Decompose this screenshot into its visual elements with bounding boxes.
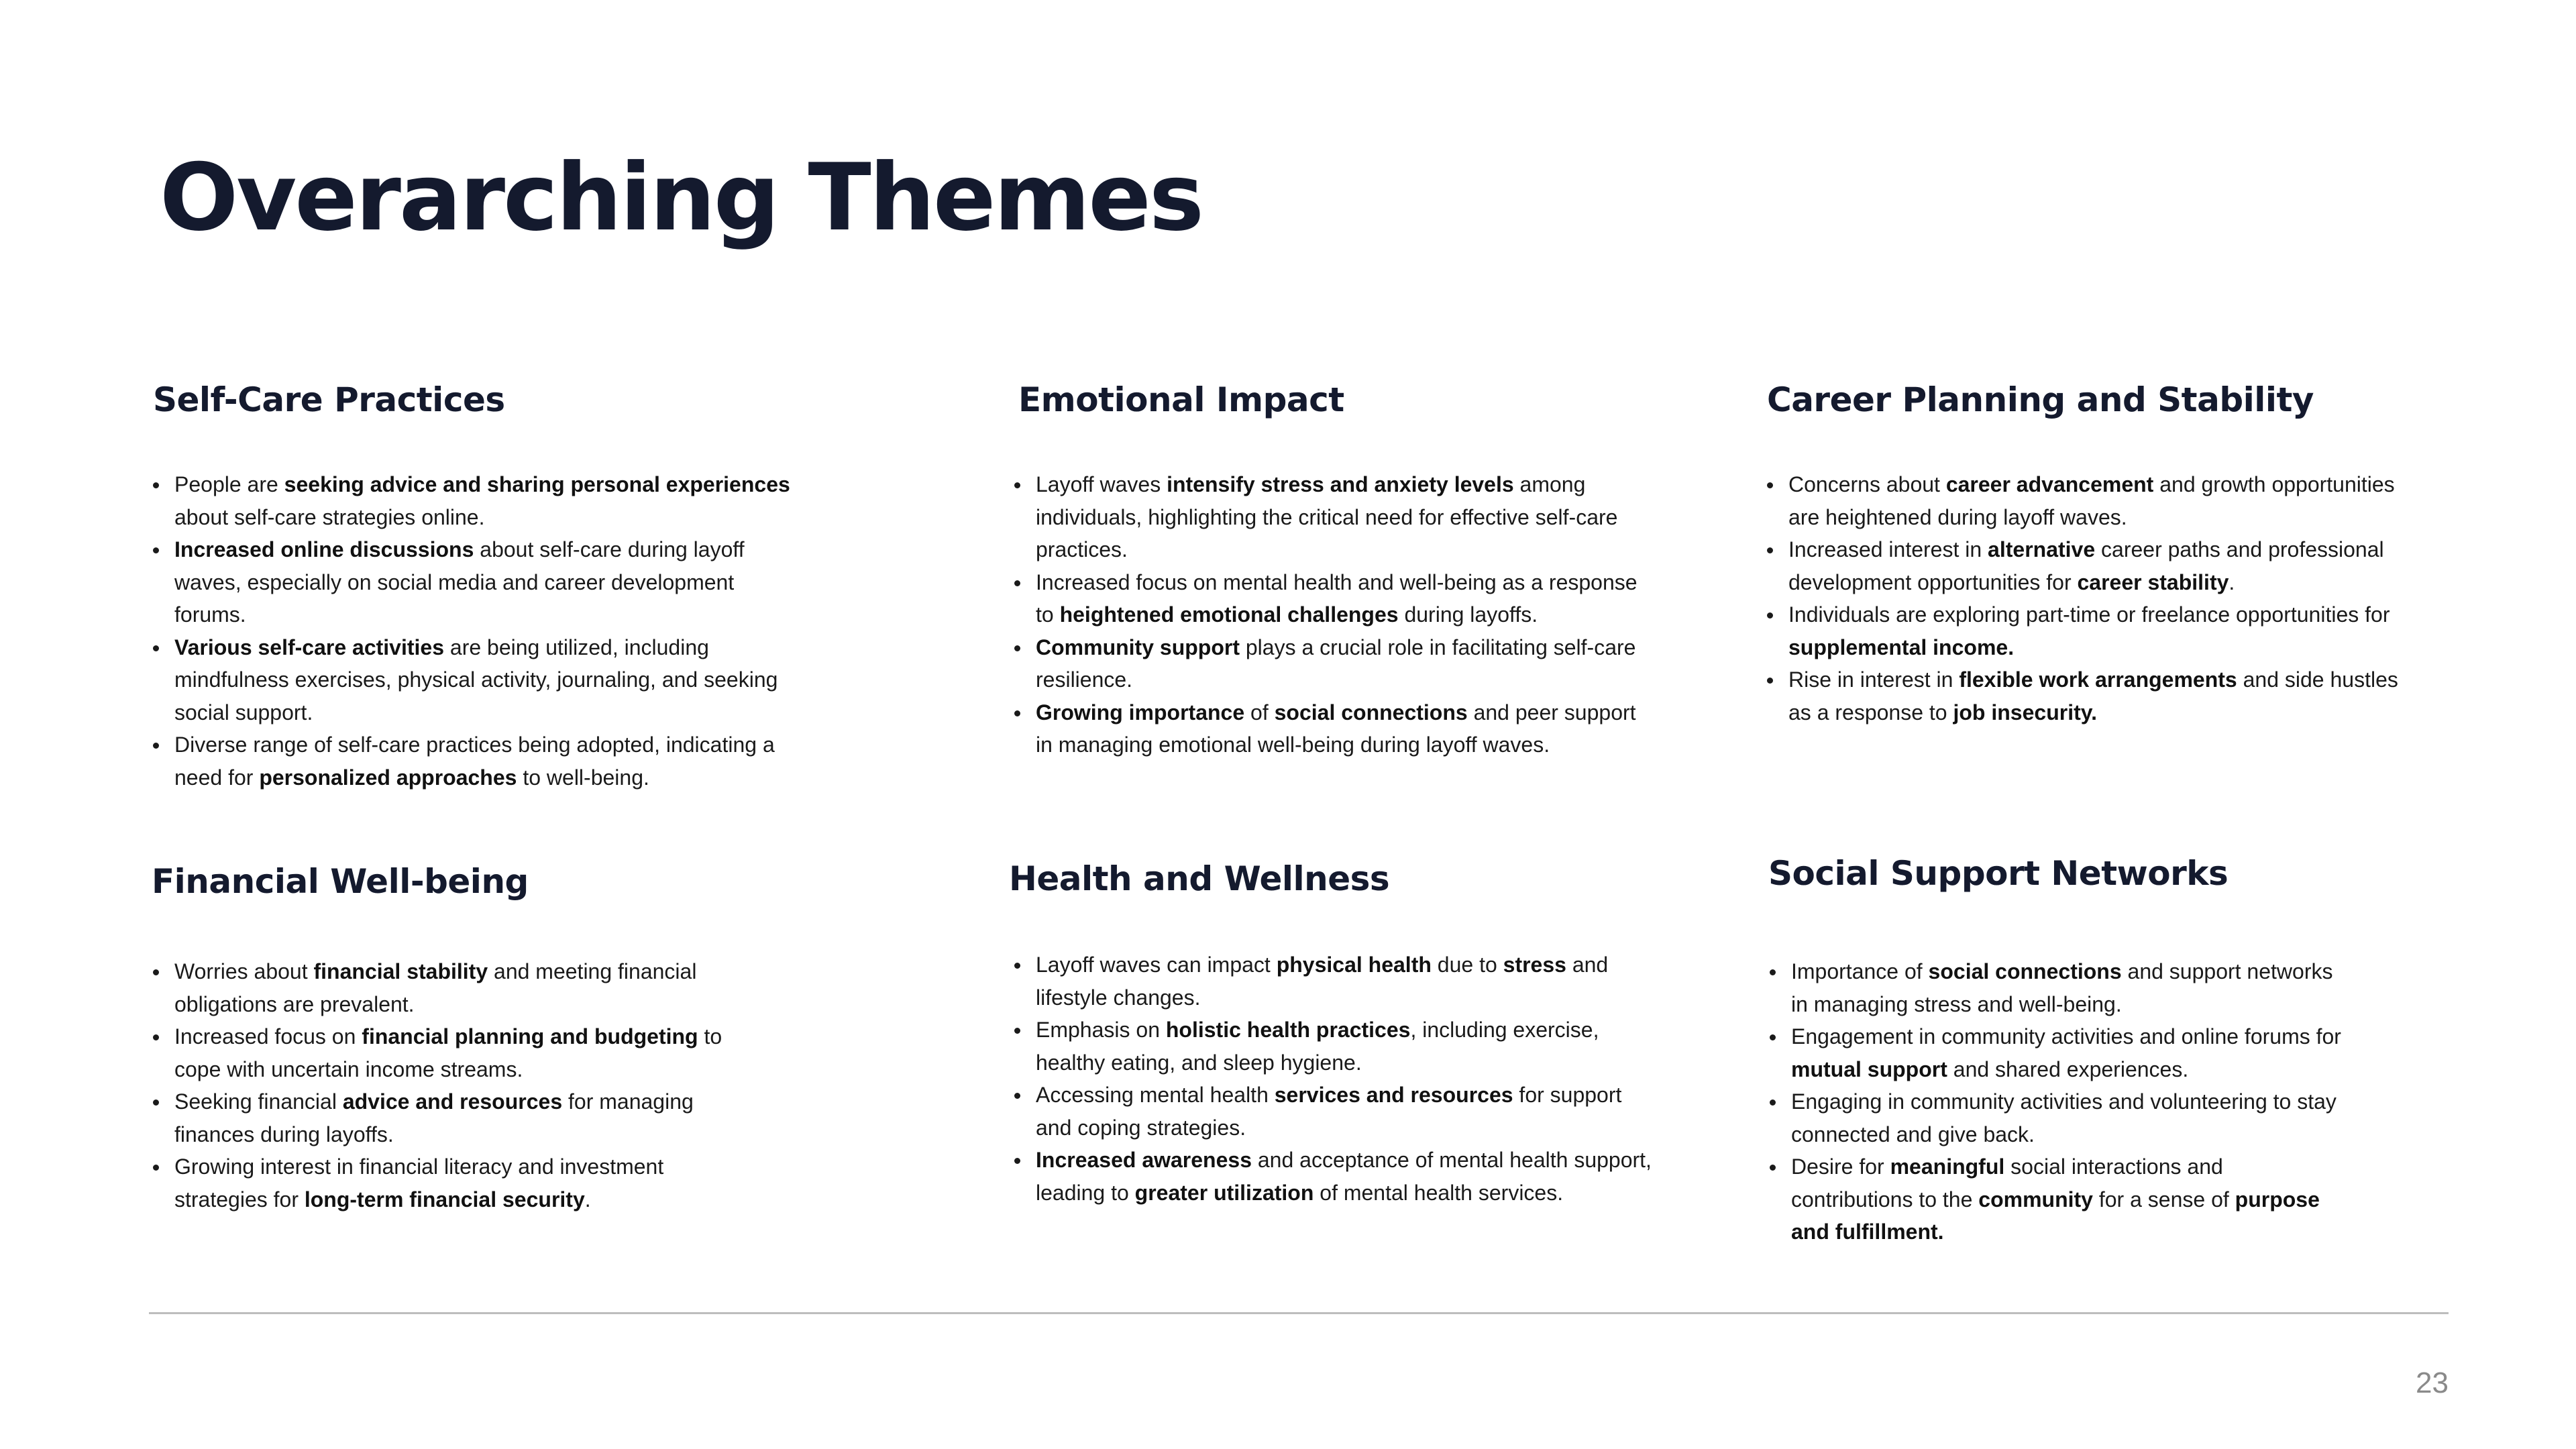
bullet-text: Engagement in community activities and online forums for [1791, 1024, 2341, 1049]
bullet-text: . [2229, 570, 2235, 594]
bullet-text: and shared experiences. [1947, 1057, 2189, 1081]
bullet-emphasis: purpose and fulfillment. [1791, 1187, 2320, 1244]
bullet-list [1014, 468, 1658, 761]
bullet-text: due to [1431, 953, 1503, 977]
bullet-emphasis: career stability [2077, 570, 2229, 594]
bullet-item [1770, 1150, 2347, 1248]
bullet-text: Layoff waves [1036, 472, 1167, 496]
bullet-text: career paths and professional development opportunities for [1788, 537, 2384, 594]
bullet-text: Growing interest in financial literacy and investment strategies for [174, 1155, 664, 1212]
bullet-item [153, 1020, 730, 1085]
bullet-text: Seeking financial [174, 1089, 343, 1114]
bullet-item [1014, 949, 1658, 1014]
bullet-text: Rise in interest in [1788, 667, 1960, 692]
section-health-and-wellness [1009, 859, 1680, 1261]
bullet-item [1767, 663, 2424, 729]
bullet-item [1014, 1079, 1658, 1144]
bullet-item [1770, 1085, 2347, 1150]
bullet-emphasis: services and resources [1274, 1083, 1513, 1107]
bullet-emphasis: meaningful [1890, 1155, 2005, 1179]
bullet-emphasis: social connections [1274, 700, 1468, 724]
bullet-emphasis: flexible work arrangements [1959, 667, 2237, 692]
bullet-item [1767, 533, 2424, 598]
bullet-text: Increased interest in [1788, 537, 1988, 561]
bullet-text: Increased focus on mental health and well-being as a response to [1036, 570, 1638, 627]
bullet-item [153, 729, 810, 794]
bullet-emphasis: career advancement [1945, 472, 2154, 496]
bullet-item [153, 955, 730, 1020]
bullet-text: and meeting financial obligations are prevalent. [174, 959, 697, 1016]
bullet-text: Worries about [174, 959, 314, 983]
bullet-text: Importance of [1791, 959, 1929, 983]
bullet-emphasis: greater utilization [1134, 1180, 1314, 1205]
bullet-item [1770, 1020, 2347, 1085]
bullet-emphasis: Increased online discussions [174, 537, 474, 561]
bullet-emphasis: alternative [1988, 537, 2096, 561]
bullet-text: about self-care during layoff waves, especially on social media and career development forums. [174, 537, 745, 627]
section-heading: Career Planning and Stability [1767, 380, 2314, 419]
bullet-text: for managing finances during layoffs. [174, 1089, 694, 1146]
bullet-item [1770, 955, 2347, 1020]
bullet-text: about self-care strategies online. [174, 504, 485, 529]
bullet-text: are being utilized, including mindfulness exercises, physical activity, journaling, and seeking social support. [174, 635, 778, 724]
bullet-text: , including exercise, healthy eating, and sleep hygiene. [1036, 1018, 1599, 1075]
bullet-emphasis: financial planning and budgeting [362, 1024, 698, 1049]
bullet-text: People are [174, 472, 284, 496]
bullet-emphasis: Increased awareness [1036, 1148, 1252, 1172]
bullet-emphasis: Various self-care activities [174, 635, 444, 659]
bullet-text: social interactions and contributions to the [1791, 1155, 2223, 1212]
bullet-emphasis: holistic health practices [1165, 1018, 1411, 1042]
bullet-text: Diverse range of self-care practices being adopted, indicating a need for [174, 733, 775, 790]
bullet-emphasis: Community support [1036, 635, 1240, 659]
bullet-item [1014, 1144, 1658, 1209]
bullet-emphasis: personalized approaches [259, 765, 517, 790]
bullet-text: plays a crucial role in facilitating self-care resilience. [1036, 635, 1636, 692]
bullet-text: of mental health services. [1313, 1180, 1564, 1205]
bullet-emphasis: advice and resources [342, 1089, 563, 1114]
bullet-item [153, 631, 810, 729]
bullet-item [1014, 468, 1658, 566]
section-heading: Social Support Networks [1768, 854, 2229, 893]
bullet-emphasis: heightened emotional challenges [1059, 602, 1399, 627]
bullet-text: . [584, 1187, 591, 1212]
bullet-emphasis: seeking advice and sharing personal experiences [284, 472, 790, 496]
bullet-item [1014, 1014, 1658, 1079]
bullet-text: for a sense of [2092, 1187, 2235, 1212]
bullet-text: Concerns about [1788, 472, 1946, 496]
bullet-text: Layoff waves can impact [1036, 953, 1277, 977]
bullet-list [1770, 955, 2347, 1248]
bullet-item [153, 1085, 730, 1150]
bullet-text: Desire for [1791, 1155, 1890, 1179]
bullet-text: for support and coping strategies. [1036, 1083, 1622, 1140]
bullet-text: Emphasis on [1036, 1018, 1166, 1042]
footer-divider [149, 1312, 2449, 1314]
bullet-text: and side hustles as a response to [1788, 667, 2398, 724]
section-heading: Financial Well-being [152, 862, 529, 901]
bullet-item [153, 468, 810, 533]
bullet-text: to well-being. [517, 765, 649, 790]
bullet-list [1014, 949, 1658, 1209]
bullet-emphasis: job insecurity. [1953, 700, 2098, 724]
bullet-text: Individuals are exploring part-time or freelance opportunities for [1788, 602, 2390, 627]
bullet-emphasis: social connections [1928, 959, 2122, 983]
bullet-text: Increased focus on [174, 1024, 362, 1049]
bullet-emphasis: supplemental income. [1788, 635, 2015, 659]
bullet-text: among individuals, highlighting the critical need for effective self-care practices. [1036, 472, 1618, 561]
section-social-support-networks [1768, 853, 2439, 1269]
page-number: 23 [2416, 1366, 2449, 1399]
section-career-planning-and-stability [1767, 380, 2438, 755]
bullet-item [1767, 598, 2424, 663]
bullet-text: Accessing mental health [1036, 1083, 1275, 1107]
section-heading: Health and Wellness [1009, 859, 1390, 898]
bullet-emphasis: intensify stress and anxiety levels [1167, 472, 1514, 496]
section-emotional-impact [1018, 380, 1689, 782]
bullet-emphasis: long-term financial security [304, 1187, 585, 1212]
bullet-emphasis: financial stability [313, 959, 488, 983]
bullet-list [153, 468, 810, 794]
bullet-text: and acceptance of mental health support, leading to [1036, 1148, 1652, 1205]
section-self-care-practices [153, 380, 824, 809]
bullet-text: and peer support in managing emotional well-being during layoff waves. [1036, 700, 1636, 757]
page-title: Overarching Themes [160, 144, 1203, 252]
bullet-text: of [1244, 700, 1275, 724]
bullet-item [1767, 468, 2424, 533]
bullet-text: Engaging in community activities and volunteering to stay connected and give back. [1791, 1089, 2337, 1146]
bullet-item [153, 1150, 730, 1216]
bullet-item [1014, 631, 1658, 696]
bullet-list [1767, 468, 2424, 729]
section-heading: Emotional Impact [1018, 380, 1344, 419]
section-financial-well-being [152, 861, 822, 1237]
bullet-emphasis: community [1978, 1187, 2093, 1212]
bullet-emphasis: stress [1503, 953, 1566, 977]
bullet-text: and lifestyle changes. [1036, 953, 1609, 1010]
bullet-list [153, 955, 730, 1216]
bullet-item [1014, 566, 1658, 631]
section-heading: Self-Care Practices [153, 380, 505, 419]
bullet-emphasis: Growing importance [1036, 700, 1245, 724]
bullet-emphasis: mutual support [1791, 1057, 1947, 1081]
bullet-text: to cope with uncertain income streams. [174, 1024, 722, 1081]
bullet-emphasis: physical health [1276, 953, 1432, 977]
bullet-item [153, 533, 810, 631]
bullet-text: and growth opportunities are heightened during layoff waves. [1788, 472, 2395, 529]
bullet-item [1014, 696, 1658, 761]
bullet-text: and support networks in managing stress and well-being. [1791, 959, 2333, 1016]
bullet-text: during layoffs. [1398, 602, 1538, 627]
